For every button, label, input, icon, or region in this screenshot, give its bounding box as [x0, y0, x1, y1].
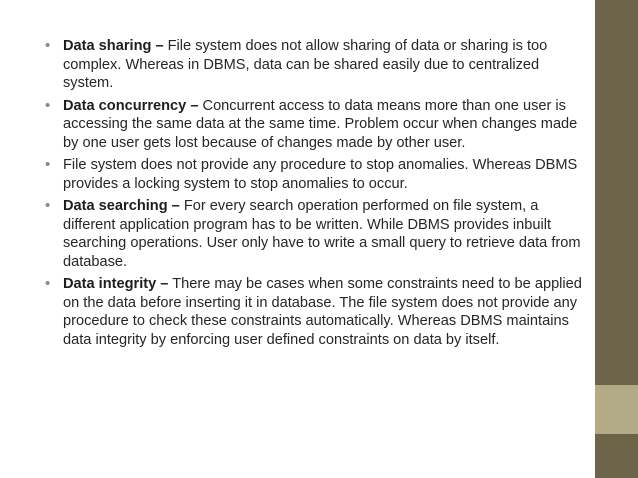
- bullet-text: There may be cases when some constraints need to be applied on the data before inserting it in database. The file system does not provide any procedure to check these constraints automatically. Whereas DBMS maintains data integrity by enforcing user defined constraints on data by itself.: [63, 276, 582, 348]
- bullet-text: For every search operation performed on file system, a different application program has to be written. While DBMS provides inbuilt searching operations. User only have to write a small query to retrieve data from database.: [63, 198, 581, 270]
- bullet-text: File system does not provide any procedure to stop anomalies. Whereas DBMS provides a locking system to stop anomalies to occur.: [63, 157, 578, 192]
- bullet-item-data-searching: [44, 197, 584, 271]
- bullet-icon: •: [45, 197, 51, 214]
- bullet-icon: •: [45, 37, 51, 54]
- bullet-item-data-integrity: [44, 275, 584, 349]
- bullet-icon: •: [45, 275, 51, 292]
- bullet-term: Data integrity –: [63, 276, 169, 292]
- bullet-item-anomalies: [44, 156, 584, 193]
- bullet-icon: •: [45, 96, 51, 114]
- bullet-list: [44, 37, 584, 349]
- bullet-term: Data concurrency –: [63, 97, 199, 114]
- bullet-icon: •: [45, 156, 51, 173]
- bullet-text: Concurrent access to data means more than one user is accessing the same data at the same time. Problem occur when changes made by one user gets lost because of changes made by other user.: [63, 97, 578, 151]
- slide-body: [44, 37, 584, 353]
- bullet-item-data-concurrency: [44, 97, 584, 153]
- bullet-text: File system does not allow sharing of data or sharing is too complex. Whereas in DBMS, data can be shared easily due to centralized system.: [63, 38, 548, 91]
- bullet-item-data-sharing: [44, 37, 584, 93]
- bullet-term: Data sharing –: [63, 38, 164, 54]
- side-accent-block: [595, 385, 638, 434]
- bullet-term: Data searching –: [63, 198, 180, 214]
